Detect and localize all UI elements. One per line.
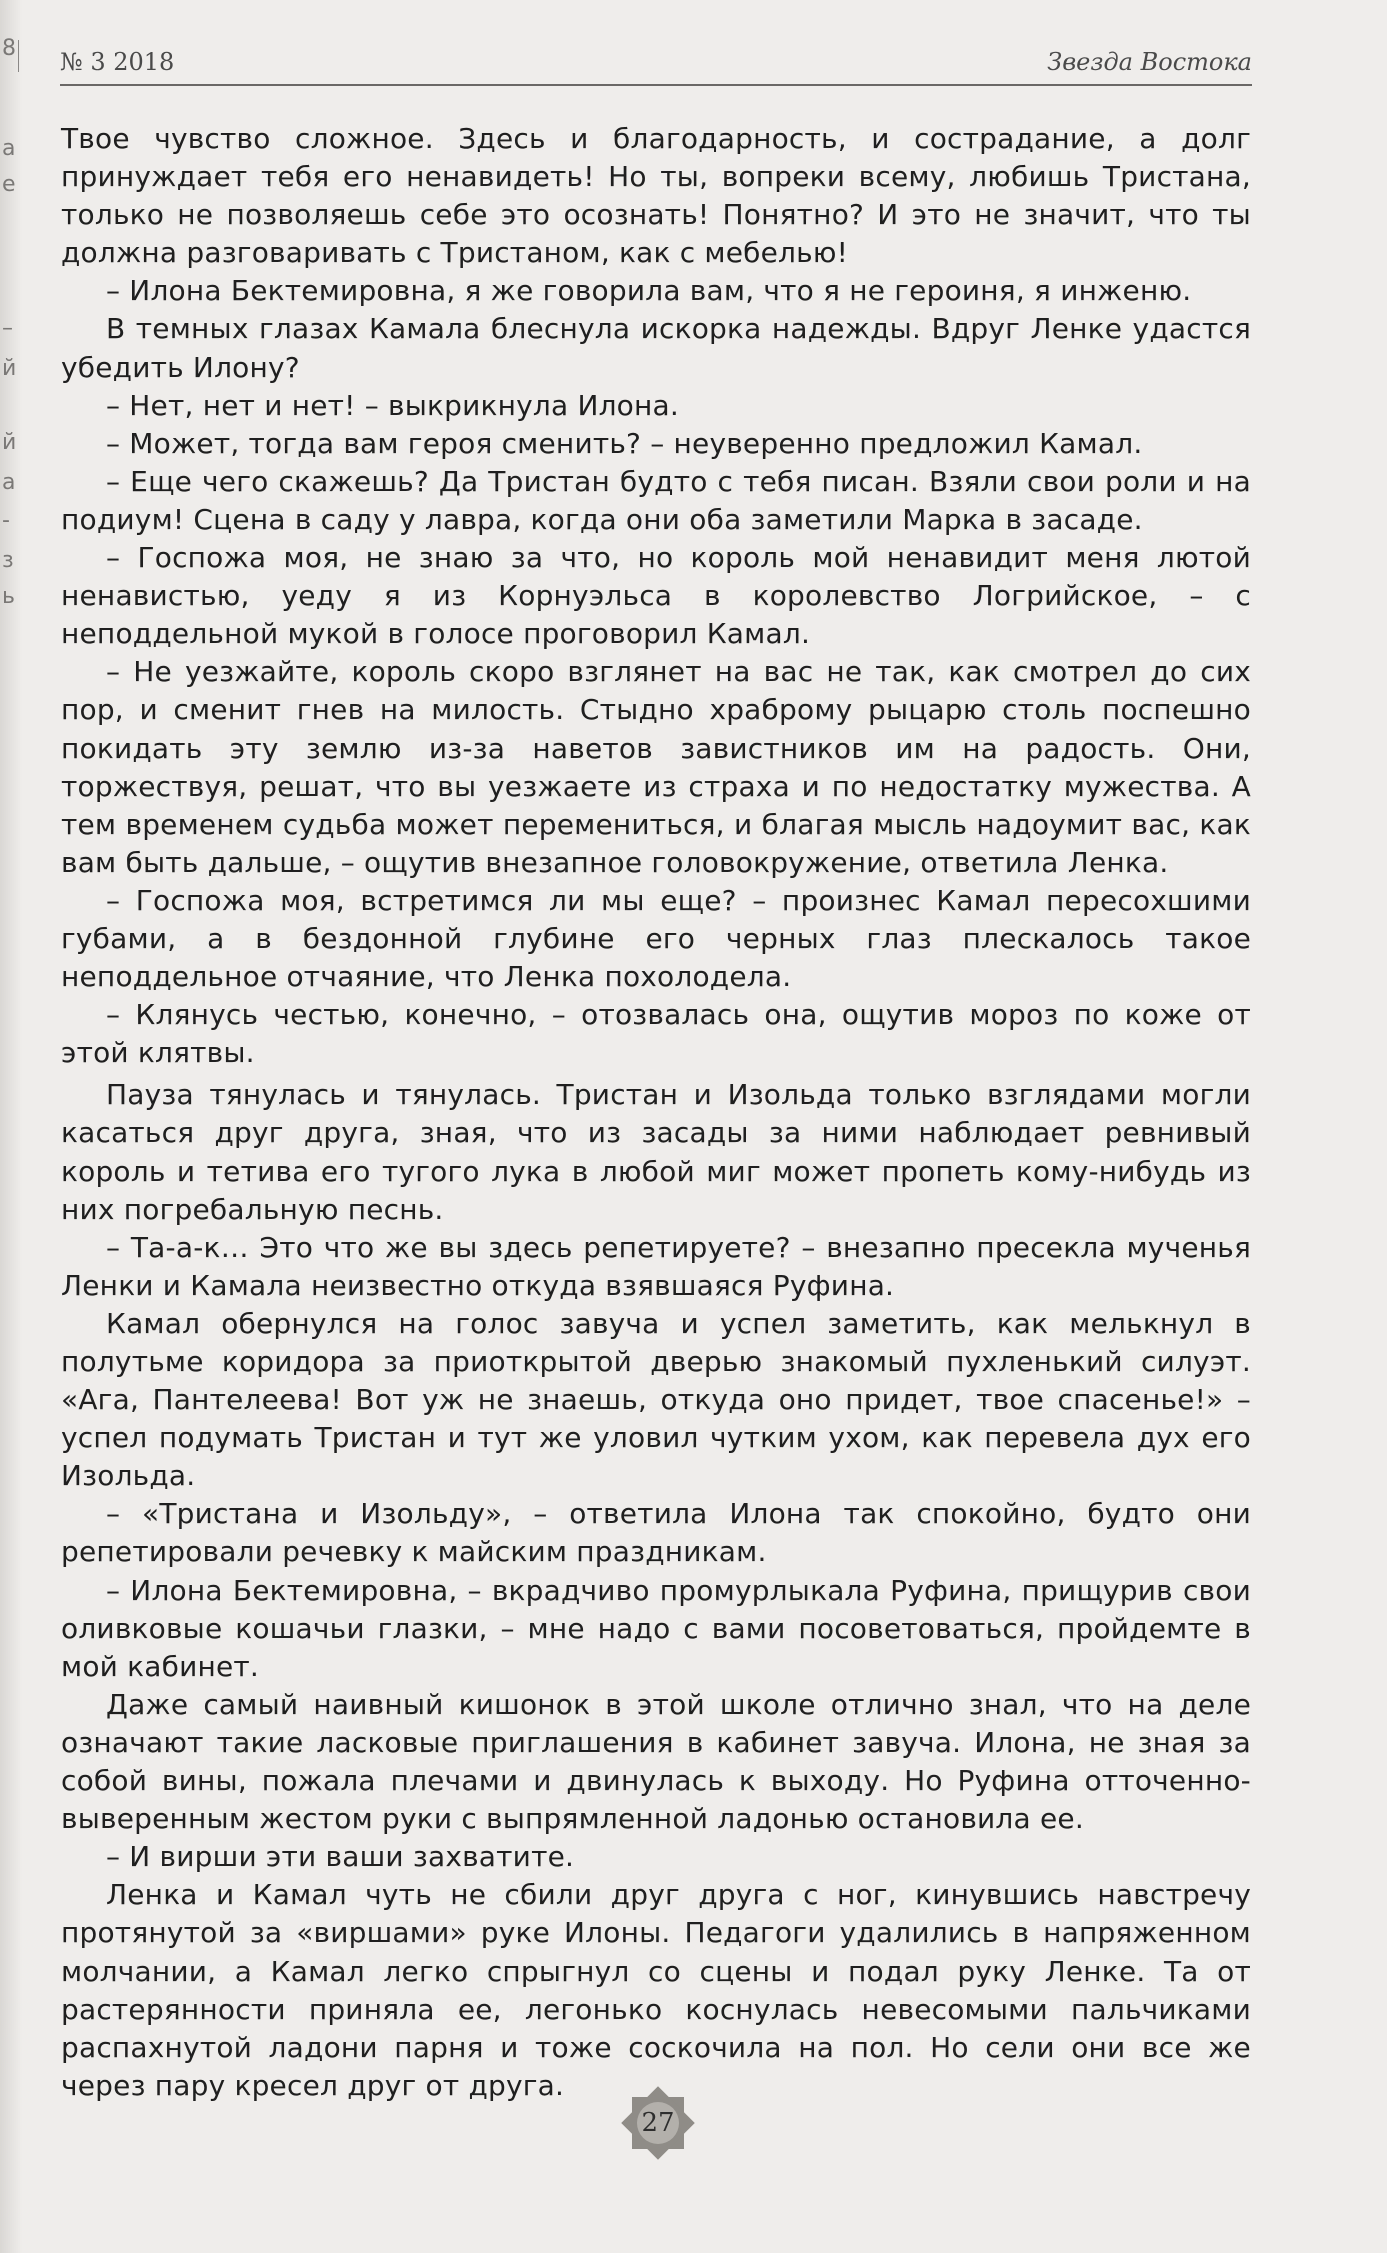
edge-fragment: ь — [2, 584, 15, 609]
paragraph: Даже самый наивный кишонок в этой школе отлично знал, что на деле означают такие ласковые приглашения в кабинет завуча. Илона, не зная за собой вины, пожала плечами и двинулась к выходу. Но Руфина отточенно-выверенным жестом руки с выпрямленной ладонью остановила ее. — [61, 1687, 1251, 1836]
edge-fragment: – — [2, 316, 13, 341]
paragraph: – Илона Бектемировна, – вкрадчиво промурлыкала Руфина, прищурив свои оливковые кошачьи глазки, – мне надо с вами посоветоваться, пройдемте в мой кабинет. — [61, 1573, 1251, 1683]
issue-number: № 3 2018 — [60, 48, 175, 76]
paragraph: Ленка и Камал чуть не сбили друг друга с ног, кинувшись навстречу протянутой за «виршами» руке Илоны. Педагоги удалились в напряженном молчании, а Камал легко спрыгнул со сцены и подал руку Ленке. Та от растерянности приняла ее, легонько коснулась невесомыми пальчиками распахнутой ладони парня и тоже соскочила на пол. Но сели они все же через пару кресел друг от друга. — [61, 1878, 1251, 2102]
running-header — [60, 48, 1252, 84]
paragraph: – Нет, нет и нет! – выкрикнула Илона. — [106, 388, 679, 422]
paragraph: – Госпожа моя, не знаю за что, но король мой ненавидит меня лютой ненавистью, уеду я из Корнуэльса в королевство Логрийское, – с неподдельной мукой в голосе проговорил Камал. — [61, 541, 1251, 651]
edge-page-number: 8 — [2, 36, 16, 61]
page-number-ornament — [618, 2083, 698, 2163]
edge-fragment: а — [2, 136, 16, 161]
page-number: 27 — [641, 2108, 675, 2138]
paragraph: Твое чувство сложное. Здесь и благодарность, и сострадание, а долг принуждает тебя его ненавидеть! Но ты, вопреки всему, любишь Тристана, только не позволяешь себе это осознать! Понятно? И это не значит, что ты должна разговаривать с Тристаном, как с мебелью! — [61, 122, 1251, 270]
paragraph: Камал обернулся на голос завуча и успел заметить, как мелькнул в полутьме коридора за приоткрытой дверью знакомый пухленький силуэт. «Ага, Пантелеева! Вот уж не знаешь, откуда оно придет, твое спасенье!» – успел подумать Тристан и тут же уловил чутким ухом, как перевела дух его Изольда. — [61, 1306, 1251, 1493]
edge-rule — [18, 40, 19, 72]
edge-fragment: з — [2, 548, 14, 573]
paragraph: – Еще чего скажешь? Да Тристан будто с тебя писан. Взяли свои роли и на подиум! Сцена в саду у лавра, когда они оба заметили Марка в засаде. — [61, 464, 1251, 536]
paragraph: – Может, тогда вам героя сменить? – неуверенно предложил Камал. — [106, 426, 1143, 460]
paragraph: – Илона Бектемировна, я же говорила вам, что я не героиня, я инженю. — [106, 274, 1192, 308]
edge-fragment: й — [2, 430, 17, 455]
paragraph: – Госпожа моя, встретимся ли мы еще? – произнес Камал пересохшими губами, а в бездонной глубине его черных глаз плескалось такое неподдельное отчаяние, что Ленка похолодела. — [61, 883, 1251, 994]
paragraph: Пауза тянулась и тянулась. Тристан и Изольда только взглядами могли касаться друг друга, зная, что из засады за ними наблюдает ревнивый король и тетива его тугого лука в любой миг может пропеть кому-нибудь из них погребальную песнь. — [61, 1078, 1251, 1226]
paragraph: – Не уезжайте, король скоро взглянет на вас не так, как смотрел до сих пор, и сменит гнев на милость. Стыдно храброму рыцарю столь поспешно покидать эту землю из-за наветов завистников им на радость. Они, торжествуя, решат, что вы уезжаете из страха и по недостатку мужества. А тем временем судьба может перемениться, и благая мысль надоумит вас, как вам быть дальше, – ощутив внезапное головокружение, ответила Ленка. — [61, 655, 1251, 879]
paragraph: В темных глазах Камала блеснула искорка надежды. Вдруг Ленке удастся убедить Илону? — [61, 312, 1251, 384]
article-text — [61, 120, 1251, 2105]
paragraph: – Та-а-к… Это что же вы здесь репетируете? – внезапно пресекла мученья Ленки и Камала неизвестно откуда взявшаяся Руфина. — [61, 1230, 1251, 1302]
edge-fragment: й — [2, 356, 17, 381]
paragraph: – «Тристана и Изольду», – ответила Илона так спокойно, будто они репетировали речевку к майским праздникам. — [61, 1497, 1251, 1569]
edge-fragment: - — [2, 508, 10, 533]
header-rule — [60, 84, 1252, 86]
paragraph: – И вирши эти ваши захватите. — [106, 1840, 575, 1874]
edge-fragment: е — [2, 172, 16, 197]
previous-page-edge — [0, 0, 22, 2253]
journal-title: Звезда Востока — [1047, 48, 1252, 76]
paragraph: – Клянусь честью, конечно, – отозвалась она, ощутив мороз по коже от этой клятвы. — [61, 998, 1251, 1070]
edge-fragment: а — [2, 470, 16, 495]
